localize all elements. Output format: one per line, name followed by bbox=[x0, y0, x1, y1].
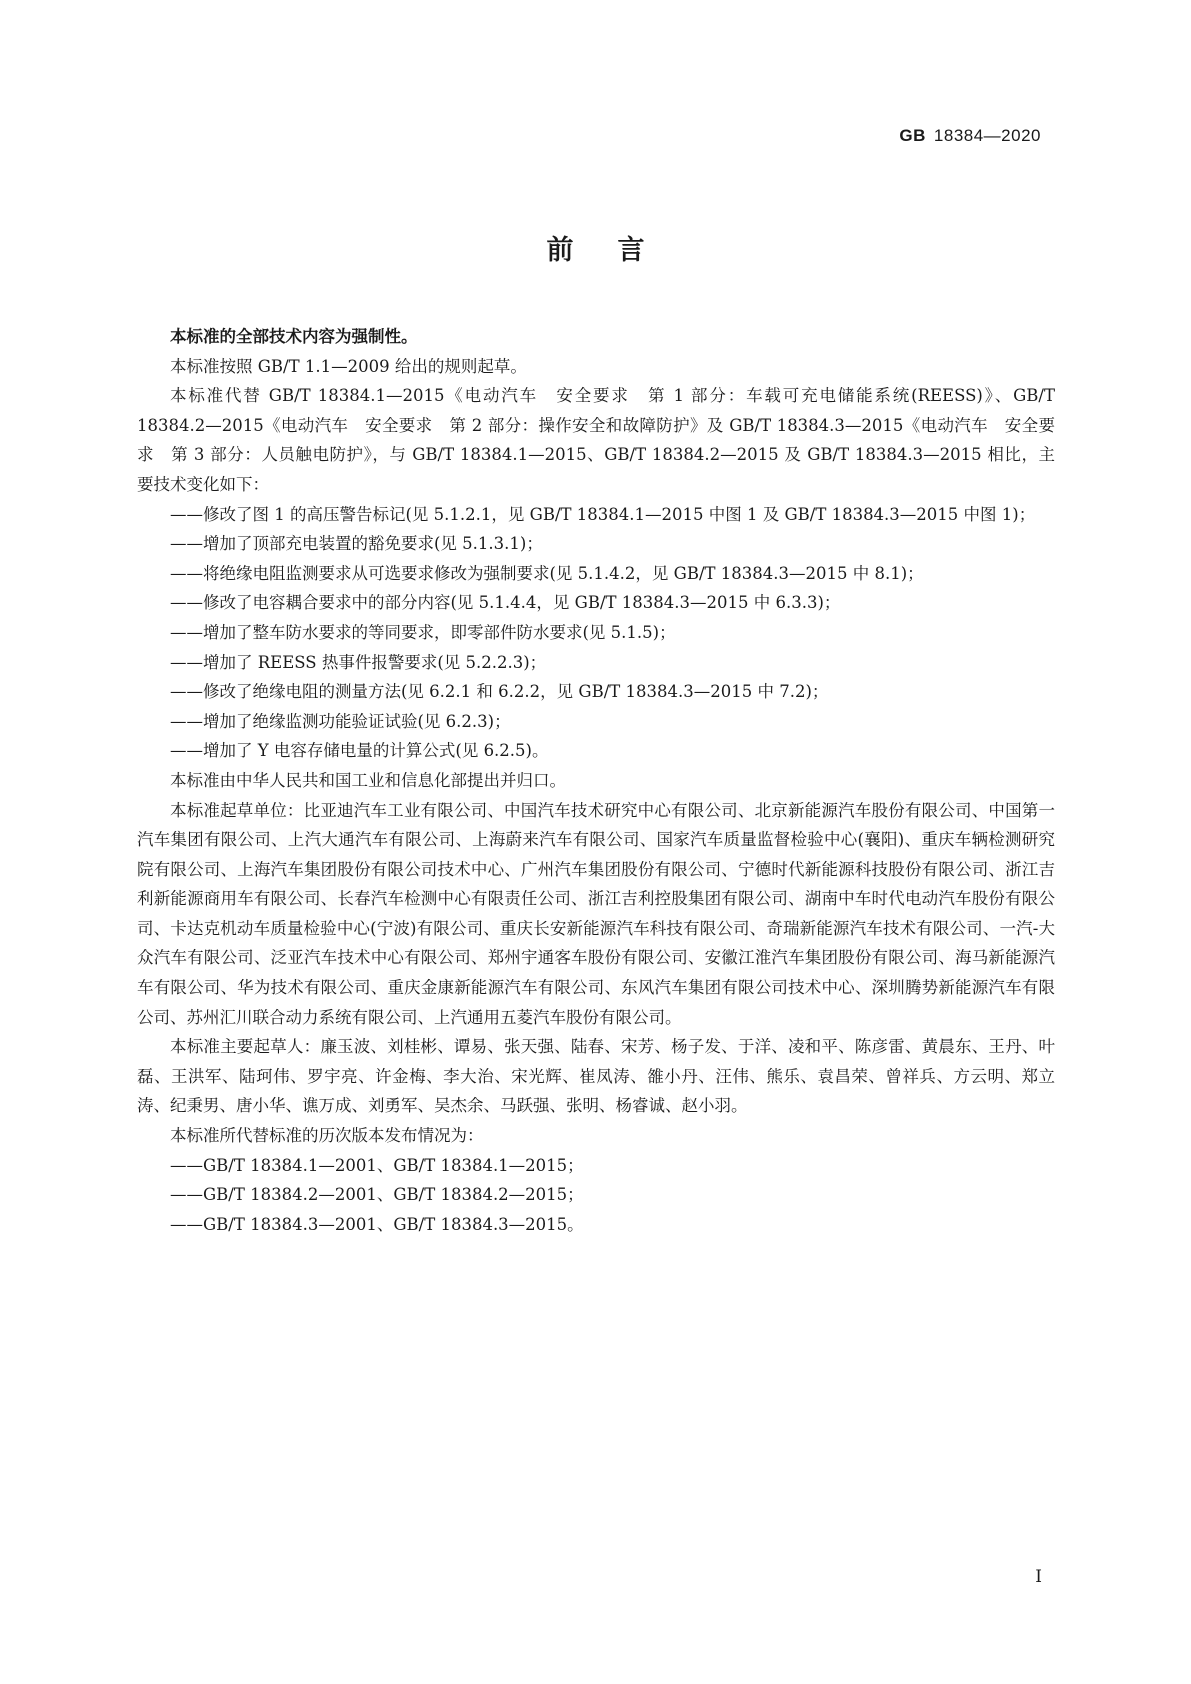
history-list bbox=[137, 1151, 1055, 1240]
drafters-paragraph: 本标准主要起草人：廉玉波、刘桂彬、谭易、张天强、陆春、宋芳、杨子发、于洋、凌和平、陈彦雷、黄晨东、王丹、叶磊、王洪军、陆珂伟、罗宇亮、许金梅、李大治、宋光辉、崔凤涛、雒小丹、汪伟、熊乐、袁昌荣、曾祥兵、方云明、郑立涛、纪秉男、唐小华、谯万成、刘勇军、吴杰余、马跃强、张明、杨睿诚、赵小羽。 bbox=[137, 1037, 1055, 1116]
list-item: ——增加了 REESS 热事件报警要求(见 5.2.2.3)； bbox=[170, 652, 547, 672]
list-item: ——将绝缘电阻监测要求从可选要求修改为强制要求(见 5.1.4.2，见 GB/T 18384.3—2015 中 8.1)； bbox=[170, 563, 924, 583]
foreword-body bbox=[137, 322, 1055, 1239]
mandatory-statement: 本标准的全部技术内容为强制性。 bbox=[170, 327, 418, 346]
list-item: ——修改了绝缘电阻的测量方法(见 6.2.1 和 6.2.2，见 GB/T 18384.3—2015 中 7.2)； bbox=[170, 682, 829, 702]
list-item: ——修改了电容耦合要求中的部分内容(见 5.1.4.4，见 GB/T 18384.3—2015 中 6.3.3)； bbox=[170, 593, 841, 613]
list-item: ——增加了绝缘监测功能验证试验(见 6.2.3)； bbox=[170, 711, 511, 731]
list-item: ——GB/T 18384.3—2001、GB/T 18384.3—2015。 bbox=[170, 1214, 584, 1234]
changes-list bbox=[137, 500, 1055, 766]
proposed-by-paragraph: 本标准由中华人民共和国工业和信息化部提出并归口。 bbox=[170, 770, 566, 790]
list-item: ——增加了顶部充电装置的豁免要求(见 5.1.3.1)； bbox=[170, 534, 543, 554]
standard-code bbox=[899, 126, 1041, 146]
history-intro-paragraph: 本标准所代替标准的历次版本发布情况为： bbox=[170, 1126, 484, 1146]
list-item: ——增加了整车防水要求的等同要求，即零部件防水要求(见 5.1.5)； bbox=[170, 622, 676, 642]
standard-prefix: GB bbox=[899, 126, 926, 145]
page-number: I bbox=[1035, 1567, 1042, 1587]
list-item: ——修改了图 1 的高压警告标记(见 5.1.2.1，见 GB/T 18384.1—2015 中图 1 及 GB/T 18384.3—2015 中图 1)； bbox=[170, 504, 1036, 524]
page-title: 前言 bbox=[546, 235, 689, 266]
drafting-units-paragraph: 本标准起草单位：比亚迪汽车工业有限公司、中国汽车技术研究中心有限公司、北京新能源汽车股份有限公司、中国第一汽车集团有限公司、上汽大通汽车有限公司、上海蔚来汽车有限公司、国家汽车质量监督检验中心(襄阳)、重庆车辆检测研究院有限公司、上海汽车集团股份有限公司技术中心、广州汽车集团股份有限公司、宁德时代新能源科技股份有限公司、浙江吉利新能源商用车有限公司、长春汽车检测中心有限责任公司、浙江吉利控股集团有限公司、湖南中车时代电动汽车股份有限公司、卡达克机动车质量检验中心(宁波)有限公司、重庆长安新能源汽车科技有限公司、奇瑞新能源汽车技术有限公司、一汽-大众汽车有限公司、泛亚汽车技术中心有限公司、郑州宇通客车股份有限公司、安徽江淮汽车集团股份有限公司、海马新能源汽车有限公司、华为技术有限公司、重庆金康新能源汽车有限公司、东风汽车集团有限公司技术中心、深圳腾势新能源汽车有限公司、苏州汇川联合动力系统有限公司、上汽通用五菱汽车股份有限公司。 bbox=[137, 800, 1055, 1027]
list-item: ——GB/T 18384.2—2001、GB/T 18384.2—2015； bbox=[170, 1185, 584, 1205]
list-item: ——GB/T 18384.1—2001、GB/T 18384.1—2015； bbox=[170, 1155, 584, 1175]
replaces-paragraph: 本标准代替 GB/T 18384.1—2015《电动汽车 安全要求 第 1 部分：车载可充电储能系统(REESS)》、GB/T 18384.2—2015《电动汽车 安全要求 第 2 部分：操作安全和故障防护》及 GB/T 18384.3—2015《电动汽车 安全要求 第 3 部分：人员触电防护》，与 GB/T 18384.1—2015、GB/T 18384.2—2015 及 GB/T 18384.3—2015 相比，主要技术变化如下： bbox=[137, 386, 1055, 494]
standard-number: 18384—2020 bbox=[933, 126, 1041, 145]
list-item: ——增加了 Y 电容存储电量的计算公式(见 6.2.5)。 bbox=[170, 741, 549, 761]
drafting-rule-paragraph: 本标准按照 GB/T 1.1—2009 给出的规则起草。 bbox=[170, 356, 527, 376]
